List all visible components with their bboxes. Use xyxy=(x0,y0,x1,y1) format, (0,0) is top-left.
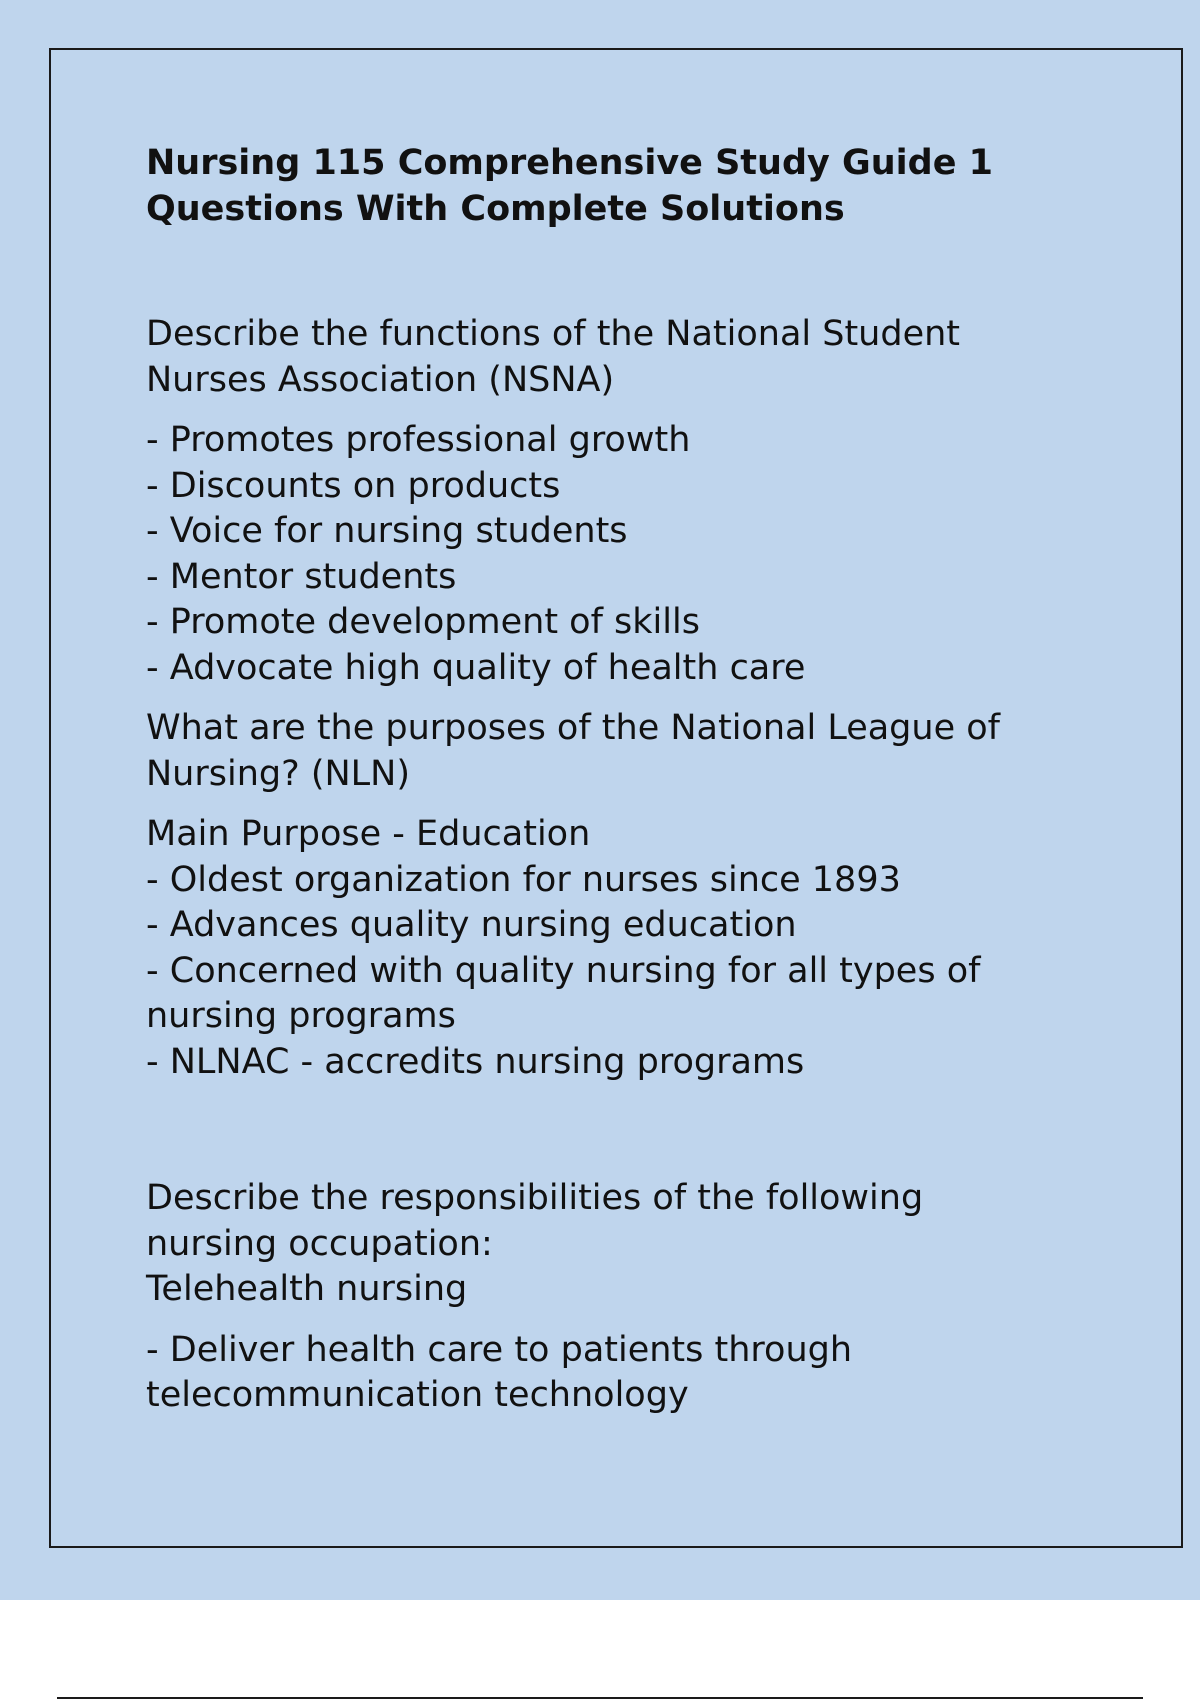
bottom-divider xyxy=(57,1697,1143,1699)
question-line: Nurses Association (NSNA) xyxy=(146,359,615,400)
answer xyxy=(146,812,1076,1085)
answer-line: - Promotes professional growth xyxy=(146,420,691,460)
answer-line: - Advances quality nursing education xyxy=(146,905,797,945)
qa-block-nln xyxy=(146,706,1076,1085)
question xyxy=(146,706,1076,797)
question-line: Telehealth nursing xyxy=(146,1269,468,1309)
question-line: Nursing? (NLN) xyxy=(146,753,410,794)
answer-line: - Advocate high quality of health care xyxy=(146,647,806,688)
answer-line: - Promote development of skills xyxy=(146,602,700,642)
answer-line: - Concerned with quality nursing for all types of xyxy=(146,950,981,991)
document-content xyxy=(146,140,1076,1434)
answer-line: - Mentor students xyxy=(146,556,457,597)
question-line: Describe the responsibilities of the following xyxy=(146,1178,924,1218)
document-title xyxy=(146,140,1076,232)
answer-line: - Deliver health care to patients through xyxy=(146,1329,853,1370)
question-line: Describe the functions of the National Student xyxy=(146,314,961,354)
answer-line: Main Purpose - Education xyxy=(146,814,591,854)
question-line: What are the purposes of the National League of xyxy=(146,708,1000,748)
question-line: nursing occupation: xyxy=(146,1223,493,1264)
qa-block-nsna xyxy=(146,312,1076,691)
answer-line: - Voice for nursing students xyxy=(146,511,628,551)
question xyxy=(146,1176,1076,1313)
answer-line: - Oldest organization for nurses since 1893 xyxy=(146,859,901,900)
answer-line: - NLNAC - accredits nursing programs xyxy=(146,1041,805,1082)
answer xyxy=(146,418,1076,691)
qa-block-telehealth xyxy=(146,1176,1076,1419)
answer-line: telecommunication technology xyxy=(146,1375,689,1415)
title-line: Questions With Complete Solutions xyxy=(146,189,845,229)
answer xyxy=(146,1328,1076,1419)
section-spacer xyxy=(146,1100,1076,1176)
question xyxy=(146,312,1076,403)
title-line: Nursing 115 Comprehensive Study Guide 1 xyxy=(146,143,993,183)
answer-line: - Discounts on products xyxy=(146,465,561,506)
answer-line: nursing programs xyxy=(146,996,456,1036)
